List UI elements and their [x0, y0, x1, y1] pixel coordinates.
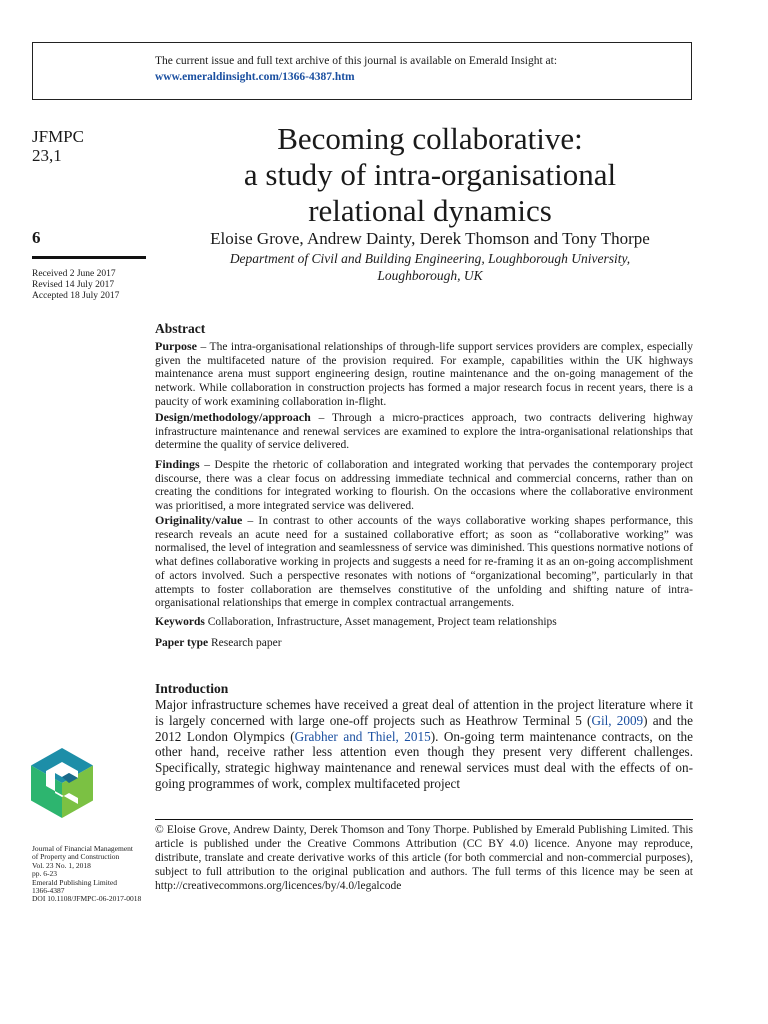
findings-label: Findings	[155, 457, 200, 471]
title-line-1: Becoming collaborative:	[277, 121, 583, 156]
author-affiliation	[146, 250, 714, 284]
findings-text: – Despite the rhetoric of collaboration and integrated working that pervades the contemporary project discourse, there was a clear focus on addressing immediate technical and commercial concerns, rather than on creating the conditions for integrated working to flourish. On the occasions where the collaborative environment was prioritised, a more integrated service was delivered.	[155, 459, 693, 513]
received-date: Received 2 June 2017	[32, 269, 116, 279]
title-line-2: a study of intra-organisational	[243, 157, 617, 192]
purpose-text: – The intra-organisational relationships of through-life support services providers are complex, especially given the multifaceted nature of the provision required. For example, capabilities within the UK highways maintenance arena must support engineering design, routine maintenance and the on-going management of the network. While collaboration in construction projects has formed a major research focus in recent years, there is a paucity of work examining collaboration in-flight.	[155, 341, 693, 408]
affiliation-line-1: Department of Civil and Building Engineering, Loughborough University,	[229, 251, 631, 266]
pubinfo-line: of Property and Construction	[32, 852, 120, 862]
doi: DOI 10.1108/JFMPC-06-2017-0018	[32, 894, 142, 904]
abstract-design	[155, 411, 693, 453]
paper-type-label: Paper type	[155, 637, 209, 649]
pubinfo-line: pp. 6-23	[32, 869, 57, 879]
journal-archive-banner	[32, 42, 692, 100]
citation-link[interactable]: Grabher and Thiel, 2015	[294, 728, 431, 744]
abstract-findings	[155, 458, 693, 514]
pubinfo-line: Emerald Publishing Limited	[32, 877, 117, 887]
revised-date: Revised 14 July 2017	[32, 280, 115, 290]
article-title	[146, 121, 714, 229]
author-list: Eloise Grove, Andrew Dainty, Derek Thomson and Tony Thorpe	[210, 229, 650, 248]
banner-text: The current issue and full text archive of this journal is available on Emerald Insight at:	[155, 55, 558, 67]
abstract-heading: Abstract	[155, 321, 206, 336]
journal-volume: 23,1	[32, 146, 62, 165]
pubinfo-line: 1366-4387	[32, 886, 65, 896]
intro-text-3: ). On-going term maintenance contracts, on the other hand, receive rather less attention even though they present very different challenges. Specifically, strategic highway maintenance and renewal services must deal with the effects of on-going programmes of work, complex multifaceted project	[155, 728, 694, 791]
publication-info	[32, 845, 152, 904]
pubinfo-line: Vol. 23 No. 1, 2018	[32, 860, 91, 870]
affiliation-line-2: Loughborough, UK	[377, 268, 483, 283]
abstract-purpose	[155, 340, 693, 410]
purpose-label: Purpose	[155, 339, 197, 353]
intro-text-2: ) and the 2012 London Olympics (	[155, 712, 694, 744]
citation-link[interactable]: Gil, 2009	[591, 712, 644, 728]
design-label: Design/methodology/approach	[155, 410, 311, 424]
journal-abbrev: JFMPC	[32, 127, 84, 146]
licence-notice: © Eloise Grove, Andrew Dainty, Derek Thomson and Tony Thorpe. Published by Emerald Publishing Limited. This article is published under the Creative Commons Attribution (CC BY 4.0) licence. Anyone may reproduce, distribute, translate and create derivative works of this article (for both commercial and non-commercial purposes), subject to full attribution to the original publication and authors. The full terms of this licence may be seen at http://creativecommons.org/licences/by/4.0/legalcode	[155, 824, 693, 892]
journal-url-link[interactable]: www.emeraldinsight.com/1366-4387.htm	[155, 71, 355, 83]
keywords-text: Collaboration, Infrastructure, Asset management, Project team relationships	[207, 616, 557, 628]
design-text: – Through a micro-practices approach, two contracts delivering highway infrastructure maintenance and renewal services are examined to explore the intra-organisational relationships that determine the quality of service delivered.	[155, 412, 693, 452]
licence-rule	[155, 819, 693, 820]
keywords-label: Keywords	[155, 616, 205, 628]
title-line-3: relational dynamics	[308, 193, 552, 228]
intro-text-1: Major infrastructure schemes have received a great deal of attention in the project literature where it is largely concerned with large one-off projects such as Heathrow Terminal 5 (	[155, 697, 693, 728]
paper-type	[155, 637, 282, 649]
introduction-body	[155, 697, 693, 792]
accepted-date: Accepted 18 July 2017	[32, 291, 120, 301]
margin-rule	[32, 256, 146, 259]
keywords	[155, 616, 557, 628]
journal-code	[32, 127, 142, 165]
emerald-logo-icon	[31, 748, 93, 818]
abstract-originality	[155, 514, 693, 611]
article-dates	[32, 269, 119, 302]
introduction-heading: Introduction	[155, 681, 229, 696]
page-number: 6	[32, 228, 41, 247]
pubinfo-line: Journal of Financial Management	[32, 844, 134, 853]
originality-label: Originality/value	[155, 513, 243, 527]
paper-type-text: Research paper	[211, 637, 282, 649]
originality-text: – In contrast to other accounts of the ways collaborative working shapes performance, this research reveals an acute need for a sustained collaborative effort; as soon as “collaborative working” was normalised, the level of integration and seamlessness of service was diminished. This questions normative notions of what defines collaborative working in projects and suggests a need for re-framing it as an on-going accomplishment of actors involved. Such a perspective resonates with notions of “organizational becoming”, particularly in that attempts to foster collaboration are themselves constitutive of the unfolding and shifting nature of intra-organisational relationships that emerge in complex contractual arrangements.	[155, 515, 693, 610]
